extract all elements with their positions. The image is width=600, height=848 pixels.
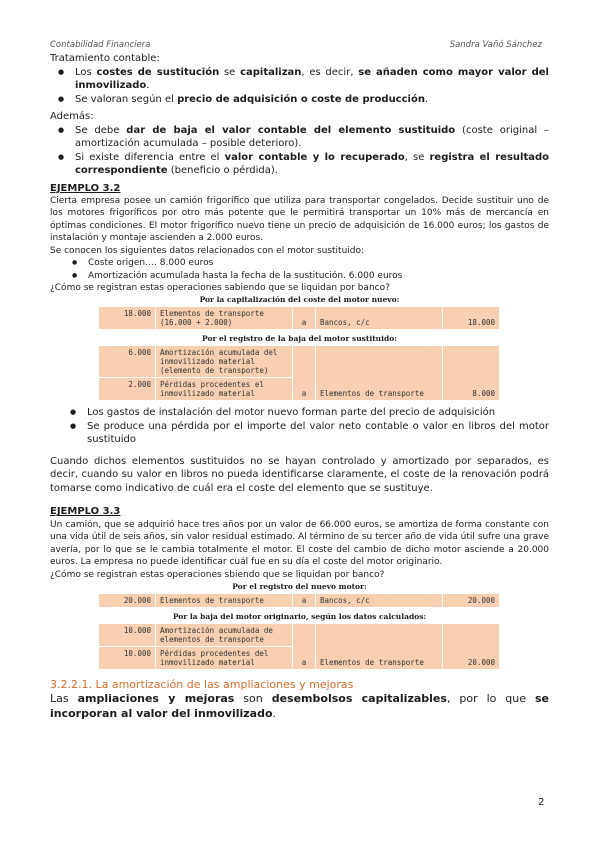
ejemplo-3-2-title: EJEMPLO 3.2 <box>50 182 121 194</box>
debit-account: Pérdidas procedentes el inmovilizado material <box>156 378 293 401</box>
credit-amount: 20.000 <box>443 593 500 607</box>
a-connector: a <box>293 307 316 330</box>
ademas-title: Además: <box>50 111 94 122</box>
section-heading: 3.2.2.1. La amortización de las ampliaciones y mejoras <box>50 677 354 691</box>
debit-account: Elementos de transporte <box>156 593 293 607</box>
debit-account: Amortización acumulada del inmovilizado material (elemento de transporte) <box>156 346 293 378</box>
ejemplo-3-2-question: ¿Cómo se registran estas operaciones sabiendo que se liquidan por banco? <box>50 283 390 294</box>
credit-amount: 18.000 <box>443 307 500 330</box>
header-right: Sandra Vañó Sánchez <box>449 40 542 50</box>
list-item: ● Coste origen…. 8.000 euros <box>50 257 549 270</box>
journal-entry-table <box>98 623 500 670</box>
section-paragraph: Las ampliaciones y mejoras son desembolsos capitalizables, por lo que se incorporan al valor del inmovilizado. <box>50 692 549 721</box>
list-item: ● Los gastos de instalación del motor nuevo forman parte del precio de adquisición <box>62 406 549 420</box>
credit-account: Bancos, c/c <box>316 307 443 330</box>
a-connector: a <box>293 593 316 607</box>
credit-account: Bancos, c/c <box>316 593 443 607</box>
tratamiento-list <box>50 66 549 107</box>
ejemplo-3-2-text: Cierta empresa posee un camión frigorífico que utiliza para transportar congelados. Decide sustituir uno de los motores frigoríficos por otro más potente que le permitirá transportar un 10% más de mercancía en óptimas condiciones. El motor frigorífico nuevo tiene un precio de adquisición de 16.000 euros; los gastos de instalación y montaje ascienden a 2.000 euros. <box>50 196 549 244</box>
list-item: ● Los costes de sustitución se capitalizan, es decir, se añaden como mayor valor del inmovilizado. <box>50 66 549 93</box>
table-row <box>99 307 500 330</box>
list-item: ● Si existe diferencia entre el valor contable y lo recuperado, se registra el resultado correspondiente (beneficio o pérdida). <box>50 151 549 178</box>
credit-account: Elementos de transporte <box>316 346 443 401</box>
page-content <box>50 52 549 721</box>
debit-amount: 20.000 <box>99 593 156 607</box>
credit-account: Elementos de transporte <box>316 623 443 669</box>
ejemplo-3-2-intro: Se conocen los siguientes datos relacionados con el motor sustituido: <box>50 245 365 256</box>
ejemplo-3-3-question: ¿Cómo se registran estas operaciones sbiendo que se liquidan por banco? <box>50 569 385 580</box>
credit-amount: 20.000 <box>443 623 500 669</box>
ejemplo-3-2-items <box>50 257 549 282</box>
list-item: ● Amortización acumulada hasta la fecha de la sustitución. 6.000 euros <box>50 270 549 283</box>
header-left: Contabilidad Financiera <box>50 40 151 50</box>
ejemplo-3-3-title: EJEMPLO 3.3 <box>50 506 121 518</box>
journal-entry-table <box>98 593 500 608</box>
journal-title: Por el registro de la baja del motor sustituido: <box>202 334 397 344</box>
debit-account: Pérdidas procedentes del inmovilizado material <box>156 646 293 669</box>
page-number: 2 <box>538 797 545 808</box>
list-item: ● Se valoran según el precio de adquisición o coste de producción. <box>50 93 549 107</box>
ejemplo-3-3-text: Un camión, que se adquirió hace tres años por un valor de 66.000 euros, se amortiza de forma constante con una vida útil de seis años, sin valor residual estimado. Al término de su tercer año de vida útil sufre una grave avería, por lo que se le cambia totalmente el motor. El coste del cambio de dicho motor asciende a 20.000 euros. La empresa no puede identificar cuál fue en su día el coste del motor originario. <box>50 519 549 568</box>
journal-title: Por la capitalización del coste del motor nuevo: <box>199 295 400 305</box>
journal-title: Por el registro del nuevo motor: <box>232 581 367 591</box>
tratamiento-title: Tratamiento contable: <box>50 53 160 64</box>
ademas-list <box>50 124 549 178</box>
a-connector: a <box>293 623 316 669</box>
debit-account: Elementos de transporte (16.000 + 2.000) <box>156 307 293 330</box>
journal-entry-table <box>98 306 500 330</box>
ejemplo-3-2-notes <box>62 406 549 447</box>
debit-amount: 6.000 <box>99 346 156 378</box>
list-item: ● Se debe dar de baja el valor contable del elemento sustituido (coste original – amortización acumulada – posible deterioro). <box>50 124 549 151</box>
table-row <box>99 593 500 607</box>
a-connector: a <box>293 346 316 401</box>
paragraph: Cuando dichos elementos sustituidos no se hayan controlado y amortizado por separados, es decir, cuando su valor en libros no pueda identificarse claramente, el coste de la renovación podrá tomarse como indicativo de cuál era el coste del elemento que se sustituye. <box>50 455 549 494</box>
debit-account: Amortización acumulada de elementos de transporte <box>156 623 293 646</box>
debit-amount: 18.000 <box>99 307 156 330</box>
journal-title: Por la baja del motor originario, según los datos calculados: <box>172 611 427 621</box>
table-row <box>99 623 500 646</box>
table-row <box>99 346 500 378</box>
credit-amount: 8.000 <box>443 346 500 401</box>
debit-amount: 2.000 <box>99 378 156 401</box>
journal-entry-table <box>98 345 500 401</box>
debit-amount: 10.000 <box>99 623 156 646</box>
debit-amount: 10.000 <box>99 646 156 669</box>
list-item: ● Se produce una pérdida por el importe del valor neto contable o valor en libros del motor sustituido <box>62 420 549 447</box>
